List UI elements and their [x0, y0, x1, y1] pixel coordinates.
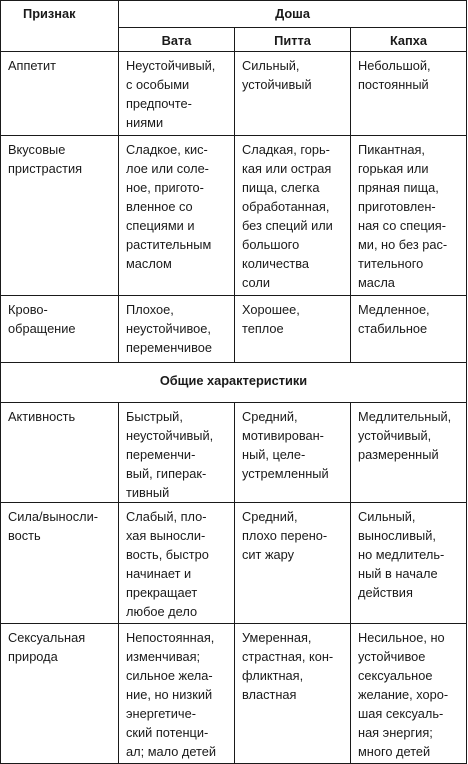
row-feature: Аппетит	[8, 58, 56, 73]
row-feature: Вкусовые пристрастия	[8, 142, 83, 176]
row-pitta: Средний, мотивирован- ный, целе- устремленный	[242, 409, 329, 481]
row-vata: Сладкое, кис- лое или соле- ное, пригото- вленное со специями и растительным маслом	[126, 142, 212, 271]
row-pitta: Хорошее, теплое	[242, 302, 300, 336]
row-feature: Активность	[8, 409, 76, 424]
row-vata: Непостоянная, изменчивая; сильное жела- ние, но низкий энергетиче- ский потенци- ал; мало детей	[126, 630, 217, 759]
header-feature: Признак	[1, 1, 119, 52]
row-kapha: Пикантная, горькая или пряная пища, приготовлен- ная со специя- ми, но без рас- тительного масла	[358, 142, 448, 290]
table-row	[1, 503, 467, 624]
row-pitta: Средний, плохо перено- сит жару	[242, 509, 328, 562]
row-feature: Сексуальная природа	[8, 630, 86, 664]
row-pitta: Умеренная, страстная, кон- фликтная, властная	[242, 630, 334, 702]
header-vata: Вата	[119, 28, 235, 52]
table-row	[1, 624, 467, 764]
row-feature: Крово- обращение	[8, 302, 76, 336]
row-kapha: Медлительный, устойчивый, размеренный	[358, 409, 452, 462]
row-vata: Слабый, пло- хая выносли- вость, быстро начинает и прекращает любое дело	[126, 509, 209, 619]
table-row	[1, 136, 467, 296]
section-title: Общие характеристики	[1, 363, 467, 403]
row-pitta: Сладкая, горь- кая или острая пища, слегка обработанная, без специй или большого количества соли	[242, 142, 333, 290]
header-dosha: Доша	[119, 1, 467, 28]
row-kapha: Несильное, но устойчивое сексуальное желание, хоро- шая сексуаль- ная энергия; много детей	[358, 630, 449, 759]
row-vata: Неустойчивый, с особыми предпочте- ниями	[126, 58, 216, 130]
row-vata: Быстрый, неустойчивый, переменчи- вый, гиперак- тивный	[126, 409, 214, 500]
header-pitta: Питта	[235, 28, 351, 52]
section-row	[1, 363, 467, 403]
table-row	[1, 52, 467, 136]
row-feature: Сила/выносли- вость	[8, 509, 98, 543]
row-kapha: Сильный, выносливый, но медлитель- ный в начале действия	[358, 509, 445, 600]
row-kapha: Медленное, стабильное	[358, 302, 430, 336]
row-kapha: Небольшой, постоянный	[358, 58, 431, 92]
row-pitta: Сильный, устойчивый	[242, 58, 312, 92]
row-vata: Плохое, неустойчивое, переменчивое	[126, 302, 212, 355]
table-row	[1, 296, 467, 363]
header-kapha: Капха	[351, 28, 467, 52]
table-row	[1, 403, 467, 503]
